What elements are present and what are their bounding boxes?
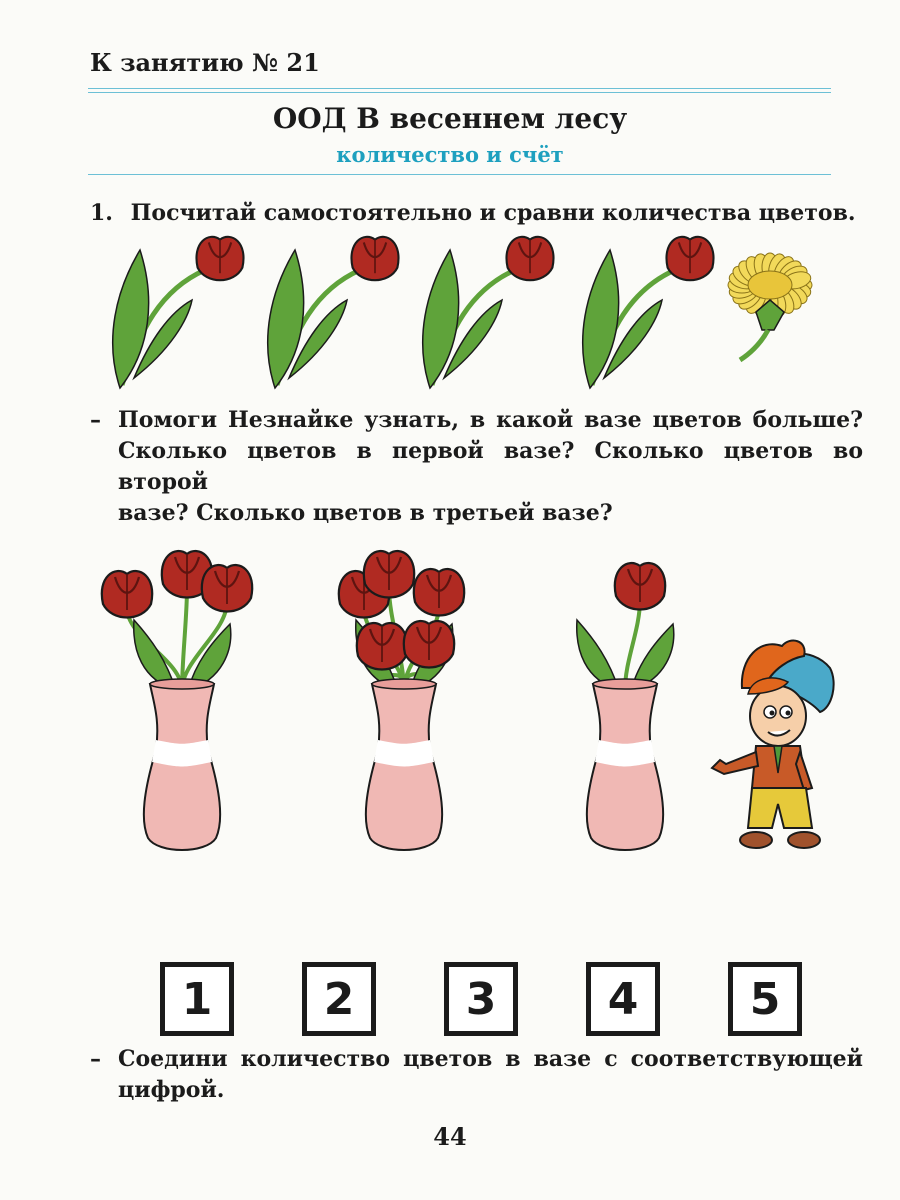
- number-box-2[interactable]: 2: [302, 962, 376, 1036]
- page-subtitle: количество и счёт: [336, 142, 564, 167]
- question-line: Помоги Незнайке узнать, в какой вазе цветов больше?: [118, 407, 863, 433]
- instruction-dash: –: [90, 1046, 101, 1072]
- question-dash: –: [90, 407, 101, 433]
- page-title: ООД В весеннем лесу: [272, 102, 628, 135]
- task-number: 1.: [90, 200, 113, 226]
- number-box-5[interactable]: 5: [728, 962, 802, 1036]
- number-box-4[interactable]: 4: [586, 962, 660, 1036]
- vase-with-tulips: [339, 551, 464, 850]
- question-line: Сколько цветов в первой вазе? Сколько цветов во второй: [118, 438, 863, 495]
- instruction-line: Соедини количество цветов в вазе с соответствующей: [118, 1046, 863, 1072]
- instruction-paragraph: [90, 1044, 863, 1106]
- instruction-line: цифрой.: [118, 1077, 225, 1103]
- vase-with-tulips: [102, 551, 252, 850]
- vase-with-tulips: [577, 563, 674, 850]
- page-number: 44: [433, 1122, 467, 1151]
- number-box-1[interactable]: 1: [160, 962, 234, 1036]
- neznayka-character: [712, 628, 842, 858]
- question-line: вазе? Сколько цветов в третьей вазе?: [118, 500, 613, 526]
- task-text: Посчитай самостоятельно и сравни количества цветов.: [130, 200, 856, 226]
- lesson-header: К занятию № 21: [90, 48, 320, 77]
- number-box-3[interactable]: 3: [444, 962, 518, 1036]
